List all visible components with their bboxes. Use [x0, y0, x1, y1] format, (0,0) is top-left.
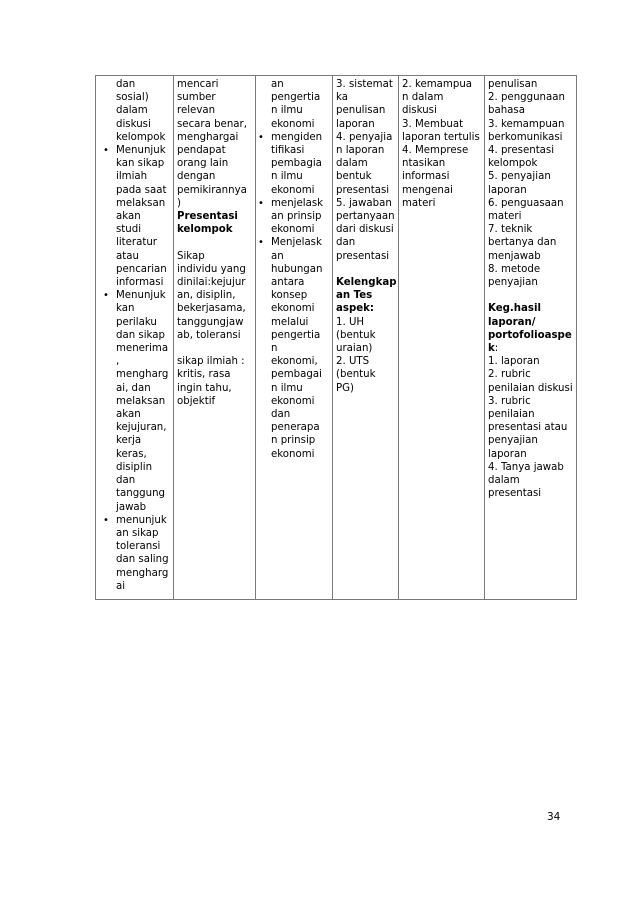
text-line: dinilai:kejujur	[177, 277, 246, 289]
text-line: 3. sistemat	[336, 79, 393, 90]
text-line: laporan tertulis	[402, 131, 480, 143]
text-line: kelompok	[116, 131, 166, 143]
text-line: 4. presentasi	[488, 145, 555, 157]
text-line: Presentasi	[177, 211, 238, 223]
text-line: informasi	[402, 171, 450, 183]
text-line: uraian)	[336, 343, 373, 355]
list-item	[258, 197, 330, 237]
assessment-table	[95, 75, 577, 600]
text-line: pengertia	[271, 92, 321, 104]
text-line: an prinsip	[271, 211, 322, 223]
text-line: k:	[488, 343, 499, 355]
text-line: sikap ilmiah :	[177, 356, 245, 368]
text-line: ab, toleransi	[177, 329, 241, 341]
text-line: 2. rubric	[488, 369, 531, 381]
list-item	[258, 131, 330, 197]
colon-suffix: :	[494, 343, 499, 355]
text-line: Menunjuk	[116, 290, 166, 302]
text-line: jawab	[116, 501, 147, 513]
text-line: pembagia	[271, 158, 322, 170]
text-line: portofolioaspe	[488, 329, 572, 341]
text-line: mengiden	[271, 131, 323, 143]
text-line: n prinsip	[271, 435, 316, 447]
text-line: kelompok	[488, 158, 538, 170]
text-line: akan	[116, 409, 141, 421]
skills-text	[402, 78, 482, 210]
text-line: n ilmu	[271, 382, 303, 394]
material-list	[258, 131, 330, 461]
text-line: kejujuran,	[116, 422, 167, 434]
text-line: 3. Membuat	[402, 118, 464, 130]
page-number: 34	[547, 811, 561, 823]
text-line: presentasi	[336, 250, 390, 262]
text-line: dan	[116, 79, 136, 90]
text-line: toleransi	[116, 541, 161, 553]
text-line: pemikirannya	[177, 184, 247, 196]
text-line: kerja	[116, 435, 142, 447]
text-line: konsep	[271, 290, 308, 302]
text-line: 3. kemampuan	[488, 118, 565, 130]
text-line: dan saling	[116, 554, 169, 566]
text-line: ekonomi	[271, 303, 315, 315]
text-line: penulisan	[488, 79, 538, 90]
text-line: melalui	[271, 316, 309, 328]
text-line: Keg.hasil	[488, 303, 541, 315]
text-line: laporan/	[488, 316, 536, 328]
text-line: penulisan	[336, 105, 386, 117]
text-line: menghargai	[177, 131, 239, 143]
text-line: penerapa	[271, 422, 320, 434]
text-line: bentuk	[336, 171, 372, 183]
text-line: ,	[116, 356, 120, 368]
text-line: laporan	[336, 118, 375, 130]
text-line: 4. Tanya jawab	[488, 461, 564, 473]
text-line: pengertia	[271, 329, 321, 341]
text-line: Sikap	[177, 250, 205, 262]
text-line: ka	[336, 92, 348, 104]
text-line: aspek:	[336, 303, 374, 315]
instrument-cell	[485, 76, 577, 600]
text-line: an Tes	[336, 290, 373, 302]
text-line: materi	[488, 211, 522, 223]
technique-text-2	[177, 250, 253, 342]
text-line: mencari	[177, 79, 219, 90]
text-line: tanggungjaw	[177, 316, 244, 328]
text-line: an	[271, 79, 284, 90]
text-line: Menunjuk	[116, 145, 166, 157]
text-line: an, disiplin,	[177, 290, 236, 302]
text-line: melaksan	[116, 197, 166, 209]
text-line: kan	[116, 303, 135, 315]
technique-text-1	[177, 78, 253, 210]
table-row	[96, 76, 577, 600]
text-line: secara benar,	[177, 118, 247, 130]
text-line: kelompok	[177, 224, 233, 236]
text-line: 1. UH	[336, 316, 365, 328]
text-line: presentasi	[336, 184, 390, 196]
text-line: sosial)	[116, 92, 149, 104]
text-line: ai, dan	[116, 382, 151, 394]
text-line: diskusi	[402, 105, 437, 117]
text-line: menjawab	[488, 250, 541, 262]
presentation-heading	[177, 210, 253, 236]
text-line: berkomunikasi	[488, 131, 563, 143]
indicator-list	[103, 144, 171, 593]
text-line: n laporan	[336, 145, 385, 157]
text-line: n ilmu	[271, 171, 303, 183]
aspect-text-2	[336, 316, 396, 395]
text-line: kan sikap	[116, 158, 165, 170]
text-line: diskusi	[116, 118, 151, 130]
text-line: 8. metode	[488, 263, 541, 275]
material-cell	[256, 76, 333, 600]
text-line: tanggung	[116, 488, 166, 500]
list-item	[103, 144, 171, 289]
bullet-icon: •	[258, 197, 264, 209]
text-line: 3. rubric	[488, 395, 531, 407]
text-line: materi	[402, 197, 436, 209]
text-line: melaksan	[116, 395, 166, 407]
text-line: 2. kemampua	[402, 79, 473, 90]
text-line: an	[271, 250, 284, 262]
text-line: PG)	[336, 382, 355, 394]
bullet-icon: •	[103, 514, 109, 526]
text-line: hubungan	[271, 263, 323, 275]
text-line: menerima	[116, 343, 169, 355]
text-line: ekonomi	[271, 224, 315, 236]
text-line: ingin tahu,	[177, 382, 232, 394]
text-line: dari diskusi	[336, 224, 394, 236]
text-line: mengharg	[116, 369, 169, 381]
text-line: dalam	[488, 475, 520, 487]
bullet-icon: •	[103, 290, 109, 302]
text-line: mengenai	[402, 184, 453, 196]
text-line: 4. Memprese	[402, 145, 469, 157]
text-line: n ilmu	[271, 105, 303, 117]
text-line: dalam	[116, 105, 148, 117]
text-line: ekonomi	[271, 395, 315, 407]
text-line: 7. teknik	[488, 224, 533, 236]
text-line: ntasikan	[402, 158, 446, 170]
text-line: menjelask	[271, 197, 324, 209]
technique-cell	[174, 76, 256, 600]
text-line: pencarian	[116, 263, 167, 275]
text-line: dan	[336, 237, 356, 249]
text-line: 2. UTS	[336, 356, 370, 368]
text-line: dalam	[336, 158, 368, 170]
bullet-icon: •	[258, 131, 264, 143]
list-item	[103, 514, 171, 593]
text-line: 5. jawaban	[336, 197, 392, 209]
text-line: perilaku	[116, 316, 157, 328]
text-line: bahasa	[488, 105, 525, 117]
text-line: akan	[116, 211, 141, 223]
text-line: kritis, rasa	[177, 369, 231, 381]
text-line: dan	[116, 475, 136, 487]
text-line: penyajian	[488, 277, 538, 289]
text-line: (bentuk	[336, 329, 376, 341]
text-line: keras,	[116, 448, 147, 460]
text-line: objektif	[177, 395, 216, 407]
text-line: penyajian	[488, 435, 538, 447]
bullet-icon: •	[103, 145, 109, 157]
text-line: penilaian	[488, 409, 535, 421]
text-line: Kelengkap	[336, 277, 397, 289]
instrument-text-1	[488, 78, 574, 289]
text-line: informasi	[116, 277, 164, 289]
text-line: dengan	[177, 171, 216, 183]
text-line: mengharg	[116, 567, 169, 579]
text-line: n dalam	[402, 92, 444, 104]
text-line: ekonomi	[271, 184, 315, 196]
text-line: ilmiah	[116, 171, 148, 183]
text-line: menunjuk	[116, 514, 167, 526]
text-line: individu yang	[177, 263, 246, 275]
text-line: ekonomi	[271, 448, 315, 460]
report-heading	[488, 302, 574, 355]
text-line: presentasi atau	[488, 422, 568, 434]
bullet-icon: •	[258, 237, 264, 249]
text-line: orang lain	[177, 158, 229, 170]
material-intro	[271, 78, 330, 131]
text-line: )	[177, 197, 181, 209]
list-item	[103, 289, 171, 513]
text-line: laporan	[488, 448, 527, 460]
text-line: 2. penggunaan	[488, 92, 565, 104]
text-line: 5. penyajian	[488, 171, 551, 183]
text-line: bekerjasama,	[177, 303, 246, 315]
indicator-cell	[96, 76, 174, 600]
text-line: sumber	[177, 92, 216, 104]
text-line: disiplin	[116, 461, 153, 473]
text-line: dan	[271, 409, 291, 421]
text-line: ekonomi	[271, 118, 315, 130]
text-line: n	[271, 343, 278, 355]
text-line: (bentuk	[336, 369, 376, 381]
text-line: Menjelask	[271, 237, 322, 249]
text-line: tifikasi	[271, 145, 305, 157]
text-line: pendapat	[177, 145, 226, 157]
text-line: 6. penguasaan	[488, 197, 564, 209]
list-item	[258, 236, 330, 460]
text-line: studi	[116, 224, 142, 236]
text-line: pembagai	[271, 369, 322, 381]
aspect-text-1	[336, 78, 396, 263]
indicator-intro	[116, 78, 171, 144]
text-line: dan sikap	[116, 329, 165, 341]
text-line: pertanyaan	[336, 211, 395, 223]
text-line: ai	[116, 580, 126, 592]
text-line: atau	[116, 250, 139, 262]
text-line: relevan	[177, 105, 216, 117]
text-line: pada saat	[116, 184, 167, 196]
text-line: bertanya dan	[488, 237, 557, 249]
text-line: ekonomi,	[271, 356, 318, 368]
text-line: laporan	[488, 184, 527, 196]
text-line: 4. penyajia	[336, 131, 393, 143]
text-line: an sikap	[116, 527, 159, 539]
text-line: presentasi	[488, 488, 542, 500]
text-line: 1. laporan	[488, 356, 540, 368]
skills-cell	[399, 76, 485, 600]
instrument-text-2	[488, 355, 574, 500]
technique-text-3	[177, 355, 253, 408]
text-line: antara	[271, 277, 305, 289]
aspect-cell	[333, 76, 399, 600]
test-completeness-heading	[336, 276, 396, 316]
text-line: penilaian diskusi	[488, 382, 573, 394]
text-line: literatur	[116, 237, 157, 249]
